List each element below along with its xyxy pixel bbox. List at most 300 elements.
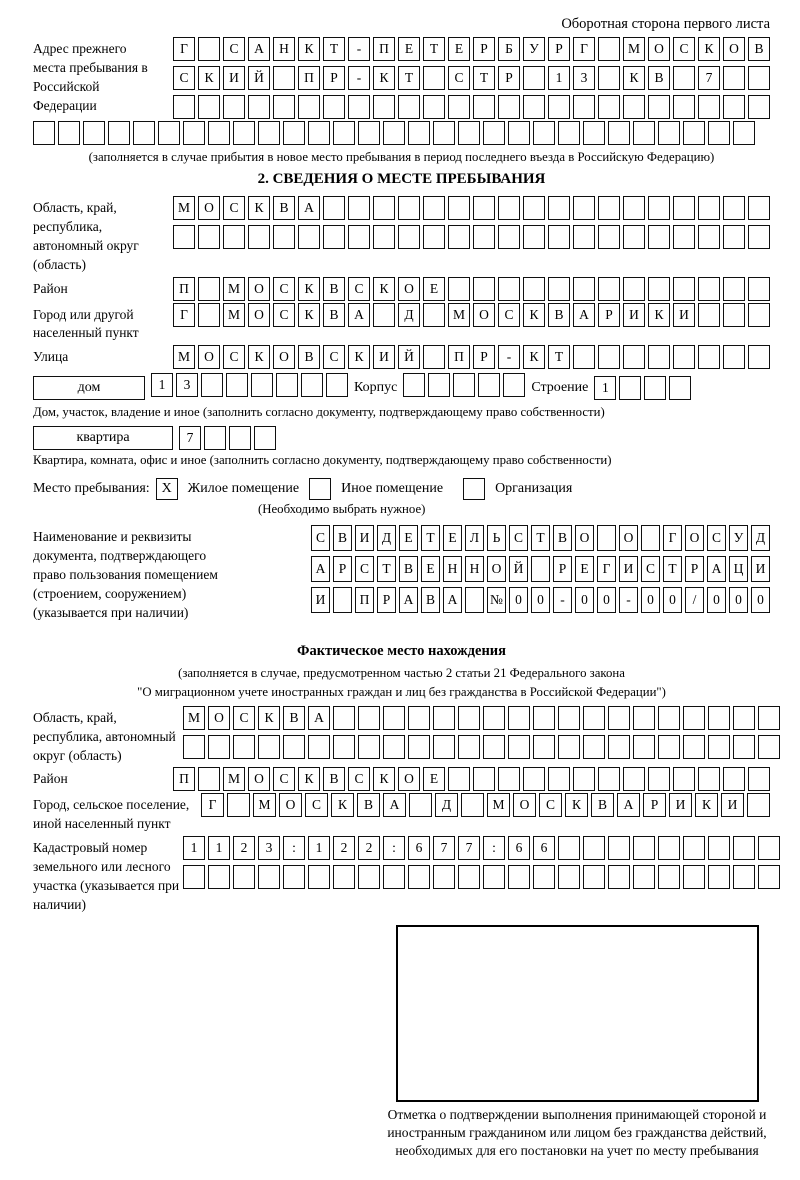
actual-city-block bbox=[33, 793, 770, 834]
char-box bbox=[428, 373, 450, 397]
char-box bbox=[254, 426, 276, 450]
char-box bbox=[708, 735, 730, 759]
char-box bbox=[403, 373, 425, 397]
char-box: В bbox=[357, 793, 380, 817]
char-box bbox=[383, 735, 405, 759]
char-box bbox=[648, 767, 670, 791]
char-box bbox=[523, 196, 545, 220]
char-box: Н bbox=[443, 556, 462, 582]
char-box bbox=[409, 793, 432, 817]
apartment-type-box: квартира bbox=[33, 426, 173, 450]
char-box bbox=[276, 373, 298, 397]
char-box: И bbox=[623, 303, 645, 327]
char-box: К bbox=[298, 303, 320, 327]
char-box: В bbox=[323, 767, 345, 791]
actual-region-label: Область, край, республика, автономный округ (область) bbox=[33, 709, 176, 763]
char-box: 2 bbox=[358, 836, 380, 860]
char-box bbox=[733, 706, 755, 730]
apartment-number-boxes bbox=[179, 426, 276, 450]
char-box bbox=[483, 706, 505, 730]
char-box: 0 bbox=[729, 587, 748, 613]
char-box: М bbox=[623, 37, 645, 61]
char-box bbox=[433, 865, 455, 889]
char-box bbox=[747, 793, 770, 817]
char-box: Е bbox=[398, 37, 420, 61]
char-box bbox=[598, 345, 620, 369]
char-box bbox=[348, 95, 370, 119]
char-box bbox=[623, 767, 645, 791]
char-box: И bbox=[673, 303, 695, 327]
char-box bbox=[198, 225, 220, 249]
char-box: О bbox=[513, 793, 536, 817]
actual-location-title: Фактическое место нахождения bbox=[297, 642, 506, 659]
char-box: В bbox=[591, 793, 614, 817]
stamp-area bbox=[363, 925, 791, 1161]
char-box: 1 bbox=[308, 836, 330, 860]
char-box: О bbox=[398, 767, 420, 791]
street-label: Улица bbox=[33, 349, 69, 365]
korpus-boxes bbox=[403, 373, 525, 397]
char-box bbox=[558, 706, 580, 730]
char-box: М bbox=[487, 793, 510, 817]
char-box bbox=[658, 836, 680, 860]
char-box bbox=[531, 556, 550, 582]
actual-region-row-2 bbox=[183, 735, 780, 759]
char-box bbox=[733, 121, 755, 145]
stay-type-option-other: Иное помещение bbox=[341, 481, 444, 497]
char-box bbox=[669, 376, 691, 400]
char-box: Т bbox=[663, 556, 682, 582]
char-box: А bbox=[383, 793, 406, 817]
char-box bbox=[548, 196, 570, 220]
char-box: К bbox=[698, 37, 720, 61]
char-box: О bbox=[198, 196, 220, 220]
char-box: 6 bbox=[533, 836, 555, 860]
char-box bbox=[458, 706, 480, 730]
char-box: В bbox=[421, 587, 440, 613]
house-number-boxes bbox=[151, 373, 348, 397]
char-box: Г bbox=[597, 556, 616, 582]
char-box bbox=[648, 196, 670, 220]
char-box: : bbox=[383, 836, 405, 860]
char-box bbox=[308, 735, 330, 759]
region-row-1 bbox=[173, 196, 770, 220]
char-box bbox=[227, 793, 250, 817]
char-box bbox=[733, 735, 755, 759]
char-box: В bbox=[748, 37, 770, 61]
char-box: Р bbox=[685, 556, 704, 582]
char-box: Т bbox=[531, 525, 550, 551]
char-box bbox=[483, 865, 505, 889]
char-box: Е bbox=[399, 525, 418, 551]
char-box: Й bbox=[509, 556, 528, 582]
char-box: С bbox=[223, 37, 245, 61]
char-box: 1 bbox=[548, 66, 570, 90]
char-box: Е bbox=[421, 556, 440, 582]
city-boxes bbox=[173, 303, 770, 327]
char-box: 0 bbox=[575, 587, 594, 613]
char-box bbox=[229, 426, 251, 450]
char-box bbox=[508, 865, 530, 889]
char-box bbox=[333, 865, 355, 889]
char-box: С bbox=[273, 277, 295, 301]
char-box bbox=[408, 735, 430, 759]
char-box bbox=[408, 121, 430, 145]
char-box: 7 bbox=[433, 836, 455, 860]
char-box bbox=[673, 225, 695, 249]
char-box: 2 bbox=[333, 836, 355, 860]
char-box: И bbox=[751, 556, 770, 582]
char-box bbox=[608, 735, 630, 759]
char-box: 0 bbox=[597, 587, 616, 613]
region-label: Область, край, республика, автономный округ (область) bbox=[33, 200, 139, 272]
char-box: К bbox=[248, 345, 270, 369]
char-box bbox=[608, 836, 630, 860]
char-box bbox=[598, 196, 620, 220]
district-label: Район bbox=[33, 280, 68, 296]
char-box: А bbox=[399, 587, 418, 613]
char-box: Р bbox=[643, 793, 666, 817]
char-box: В bbox=[273, 196, 295, 220]
char-box bbox=[698, 225, 720, 249]
region-row-2 bbox=[173, 225, 770, 249]
char-box bbox=[758, 836, 780, 860]
char-box: В bbox=[283, 706, 305, 730]
char-box bbox=[258, 735, 280, 759]
char-box: М bbox=[183, 706, 205, 730]
char-box bbox=[408, 706, 430, 730]
char-box: Г bbox=[663, 525, 682, 551]
char-box bbox=[658, 121, 680, 145]
char-box: А bbox=[298, 196, 320, 220]
char-box: 7 bbox=[179, 426, 201, 450]
char-box: Ц bbox=[729, 556, 748, 582]
char-box: Д bbox=[377, 525, 396, 551]
char-box bbox=[648, 345, 670, 369]
char-box bbox=[648, 277, 670, 301]
cadastral-block bbox=[33, 836, 770, 915]
char-box bbox=[458, 865, 480, 889]
char-box: Д bbox=[751, 525, 770, 551]
char-box bbox=[458, 121, 480, 145]
char-box bbox=[273, 225, 295, 249]
char-box: Р bbox=[473, 345, 495, 369]
char-box: 1 bbox=[151, 373, 173, 397]
char-box bbox=[473, 196, 495, 220]
char-box: О bbox=[473, 303, 495, 327]
char-box bbox=[108, 121, 130, 145]
char-box: С bbox=[707, 525, 726, 551]
char-box bbox=[708, 836, 730, 860]
char-box bbox=[283, 121, 305, 145]
char-box bbox=[373, 196, 395, 220]
actual-city-boxes bbox=[201, 793, 770, 817]
char-box bbox=[698, 767, 720, 791]
char-box: 6 bbox=[408, 836, 430, 860]
char-box: Р bbox=[333, 556, 352, 582]
char-box bbox=[523, 767, 545, 791]
title-document-row-1 bbox=[311, 525, 770, 551]
char-box bbox=[708, 706, 730, 730]
char-box: 3 bbox=[176, 373, 198, 397]
char-box: О bbox=[208, 706, 230, 730]
char-box bbox=[583, 735, 605, 759]
char-box: И bbox=[721, 793, 744, 817]
char-box bbox=[619, 376, 641, 400]
char-box: Р bbox=[377, 587, 396, 613]
char-box: 0 bbox=[641, 587, 660, 613]
char-box: О bbox=[648, 37, 670, 61]
char-box: П bbox=[298, 66, 320, 90]
cadastral-rows bbox=[183, 836, 780, 889]
char-box: - bbox=[498, 345, 520, 369]
char-box bbox=[598, 66, 620, 90]
char-box bbox=[597, 525, 616, 551]
city-label: Город или другой населенный пункт bbox=[33, 306, 139, 341]
char-box bbox=[226, 373, 248, 397]
char-box: К bbox=[248, 196, 270, 220]
char-box: Ь bbox=[487, 525, 506, 551]
actual-location-caption-1: (заполняется в случае, предусмотренном частью 2 статьи 21 Федерального закона bbox=[178, 665, 625, 680]
char-box bbox=[533, 121, 555, 145]
char-box bbox=[708, 865, 730, 889]
char-box: К bbox=[298, 37, 320, 61]
char-box: Р bbox=[553, 556, 572, 582]
char-box: № bbox=[487, 587, 506, 613]
char-box bbox=[498, 95, 520, 119]
char-box: 0 bbox=[531, 587, 550, 613]
char-box: К bbox=[695, 793, 718, 817]
char-box: С bbox=[273, 303, 295, 327]
char-box: В bbox=[553, 525, 572, 551]
char-box: А bbox=[707, 556, 726, 582]
char-box: С bbox=[348, 767, 370, 791]
char-box bbox=[483, 121, 505, 145]
char-box bbox=[498, 225, 520, 249]
char-box bbox=[583, 865, 605, 889]
char-box bbox=[448, 95, 470, 119]
char-box bbox=[423, 345, 445, 369]
char-box bbox=[548, 95, 570, 119]
char-box bbox=[573, 95, 595, 119]
char-box bbox=[58, 121, 80, 145]
prev-address-row-3 bbox=[173, 95, 770, 119]
district-boxes bbox=[173, 277, 770, 301]
char-box bbox=[633, 706, 655, 730]
char-box bbox=[723, 767, 745, 791]
char-box bbox=[723, 345, 745, 369]
char-box bbox=[283, 735, 305, 759]
char-box bbox=[748, 345, 770, 369]
char-box: К bbox=[298, 277, 320, 301]
char-box bbox=[641, 525, 660, 551]
char-box: Д bbox=[435, 793, 458, 817]
char-box bbox=[723, 225, 745, 249]
char-box: Т bbox=[421, 525, 440, 551]
char-box: С bbox=[223, 345, 245, 369]
char-box bbox=[548, 225, 570, 249]
char-box bbox=[623, 196, 645, 220]
char-box: - bbox=[553, 587, 572, 613]
char-box bbox=[508, 706, 530, 730]
stroenie-label: Строение bbox=[531, 379, 589, 395]
apartment-row bbox=[33, 426, 770, 450]
char-box bbox=[683, 735, 705, 759]
char-box: О bbox=[248, 277, 270, 301]
char-box bbox=[648, 225, 670, 249]
char-box bbox=[698, 277, 720, 301]
char-box bbox=[198, 37, 220, 61]
char-box bbox=[173, 95, 195, 119]
prev-address-block bbox=[33, 37, 770, 119]
char-box bbox=[673, 66, 695, 90]
char-box bbox=[548, 767, 570, 791]
title-document-label: Наименование и реквизиты документа, подтверждающего право пользования помещением (строением, сооружением) (указывается при наличии) bbox=[33, 529, 218, 620]
char-box bbox=[383, 706, 405, 730]
char-box bbox=[573, 196, 595, 220]
char-box bbox=[673, 277, 695, 301]
prev-address-row-2 bbox=[173, 66, 770, 90]
char-box: В bbox=[399, 556, 418, 582]
char-box bbox=[358, 706, 380, 730]
char-box bbox=[698, 95, 720, 119]
char-box bbox=[208, 735, 230, 759]
char-box bbox=[533, 735, 555, 759]
char-box: А bbox=[248, 37, 270, 61]
char-box bbox=[548, 277, 570, 301]
char-box: 1 bbox=[594, 376, 616, 400]
char-box bbox=[633, 865, 655, 889]
char-box bbox=[348, 196, 370, 220]
char-box: 0 bbox=[509, 587, 528, 613]
char-box: С bbox=[539, 793, 562, 817]
char-box bbox=[748, 767, 770, 791]
char-box: А bbox=[573, 303, 595, 327]
char-box: Р bbox=[498, 66, 520, 90]
char-box bbox=[323, 95, 345, 119]
char-box bbox=[623, 277, 645, 301]
char-box bbox=[748, 66, 770, 90]
char-box: М bbox=[223, 303, 245, 327]
char-box: : bbox=[283, 836, 305, 860]
char-box bbox=[198, 277, 220, 301]
char-box bbox=[533, 865, 555, 889]
char-box: 7 bbox=[698, 66, 720, 90]
char-box: М bbox=[223, 277, 245, 301]
char-box bbox=[448, 196, 470, 220]
char-box: С bbox=[173, 66, 195, 90]
char-box: И bbox=[223, 66, 245, 90]
char-box bbox=[373, 95, 395, 119]
char-box: О bbox=[575, 525, 594, 551]
char-box: О bbox=[619, 525, 638, 551]
char-box bbox=[383, 865, 405, 889]
char-box bbox=[683, 836, 705, 860]
char-box: С bbox=[641, 556, 660, 582]
char-box: М bbox=[253, 793, 276, 817]
char-box bbox=[333, 706, 355, 730]
char-box: Р bbox=[323, 66, 345, 90]
char-box bbox=[448, 767, 470, 791]
char-box: В bbox=[323, 277, 345, 301]
char-box bbox=[423, 225, 445, 249]
char-box bbox=[201, 373, 223, 397]
char-box bbox=[461, 793, 484, 817]
char-box bbox=[723, 196, 745, 220]
char-box bbox=[698, 303, 720, 327]
char-box: - bbox=[348, 66, 370, 90]
char-box: С bbox=[673, 37, 695, 61]
region-rows bbox=[173, 196, 770, 249]
stamp-box bbox=[396, 925, 759, 1102]
char-box: С bbox=[273, 767, 295, 791]
char-box bbox=[573, 225, 595, 249]
char-box bbox=[748, 225, 770, 249]
char-box: И bbox=[619, 556, 638, 582]
char-box: К bbox=[373, 767, 395, 791]
char-box: : bbox=[483, 836, 505, 860]
char-box: Т bbox=[323, 37, 345, 61]
char-box bbox=[408, 865, 430, 889]
char-box bbox=[658, 706, 680, 730]
char-box: 3 bbox=[258, 836, 280, 860]
char-box bbox=[583, 706, 605, 730]
char-box bbox=[673, 95, 695, 119]
char-box: О bbox=[487, 556, 506, 582]
char-box: С bbox=[223, 196, 245, 220]
prev-address-rows bbox=[173, 37, 770, 119]
char-box bbox=[323, 196, 345, 220]
char-box bbox=[733, 836, 755, 860]
char-box bbox=[758, 735, 780, 759]
char-box bbox=[708, 121, 730, 145]
char-box bbox=[433, 706, 455, 730]
char-box: К bbox=[565, 793, 588, 817]
char-box bbox=[683, 865, 705, 889]
char-box: Г bbox=[201, 793, 224, 817]
char-box bbox=[498, 767, 520, 791]
char-box bbox=[248, 95, 270, 119]
char-box: 0 bbox=[751, 587, 770, 613]
char-box bbox=[633, 121, 655, 145]
char-box: М bbox=[173, 345, 195, 369]
prev-address-caption: (заполняется в случае прибытия в новое место пребывания в период последнего въезда в Российскую Федерацию) bbox=[88, 150, 715, 164]
char-box: Г bbox=[173, 37, 195, 61]
char-box: А bbox=[348, 303, 370, 327]
char-box: К bbox=[348, 345, 370, 369]
char-box: О bbox=[685, 525, 704, 551]
char-box: Г bbox=[173, 303, 195, 327]
char-box bbox=[683, 121, 705, 145]
char-box bbox=[608, 706, 630, 730]
house-caption: Дом, участок, владение и иное (заполнить согласно документу, подтверждающему право собственности) bbox=[33, 405, 605, 420]
char-box bbox=[748, 95, 770, 119]
actual-region-row-1 bbox=[183, 706, 780, 730]
char-box: А bbox=[311, 556, 330, 582]
house-type-box: дом bbox=[33, 376, 145, 400]
char-box bbox=[758, 706, 780, 730]
street-block bbox=[33, 345, 770, 369]
char-box: Е bbox=[443, 525, 462, 551]
char-box: С bbox=[233, 706, 255, 730]
actual-region-rows bbox=[183, 706, 780, 759]
char-box: Е bbox=[448, 37, 470, 61]
char-box bbox=[83, 121, 105, 145]
char-box bbox=[233, 735, 255, 759]
char-box bbox=[523, 277, 545, 301]
char-box bbox=[383, 121, 405, 145]
stay-type-checkbox-organization bbox=[463, 478, 485, 500]
